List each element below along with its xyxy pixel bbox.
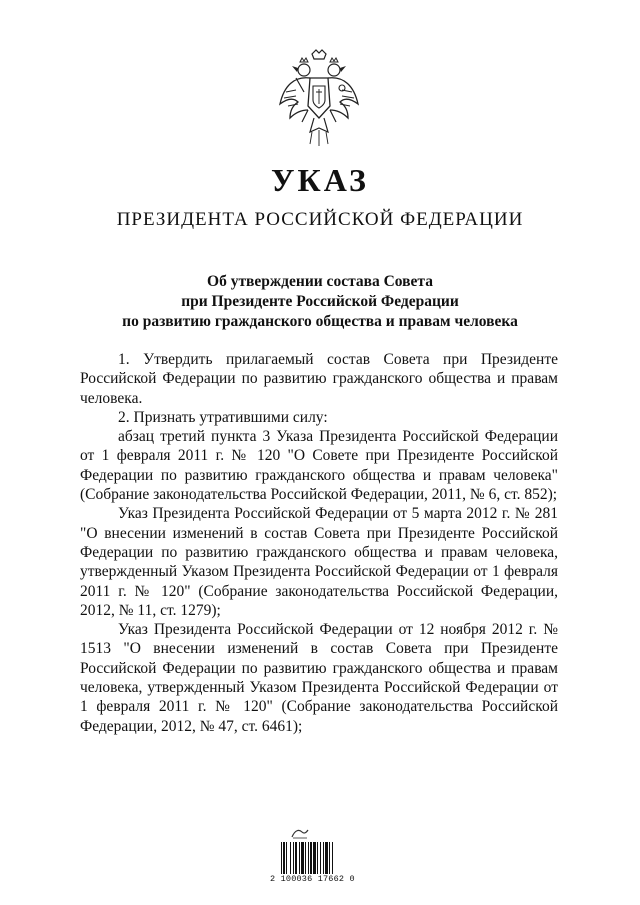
paragraph-item-1: 1. Утвердить прилагаемый состав Совета при Президенте Российской Федерации по развитию гражданского общества и правам человека. bbox=[80, 351, 558, 407]
heading-line: по развитию гражданского общества и правам человека bbox=[122, 313, 518, 330]
barcode-bar bbox=[332, 842, 333, 874]
document-body bbox=[80, 350, 558, 736]
barcode-bar bbox=[313, 842, 316, 874]
heading-line: Об утверждении состава Совета bbox=[207, 273, 433, 290]
barcode-bar bbox=[295, 842, 297, 874]
footer bbox=[262, 826, 362, 886]
document-issuer: ПРЕЗИДЕНТА РОССИЙСКОЙ ФЕДЕРАЦИИ bbox=[116, 209, 524, 230]
paragraph-repealed-281: Указ Президента Российской Федерации от 5 марта 2012 г. № 281 "О внесении изменений в состав Совета при Президенте Российской Федерации по развитию гражданского общества и правам человека, утвержденный Указом Президента Российской Федерации от 1 февраля 2011 г. № 120" (Собрание законодательства Российской Федерации, 2012, № 11, ст. 1279); bbox=[80, 505, 558, 619]
barcode-bar bbox=[308, 842, 309, 874]
barcode-bar bbox=[301, 842, 304, 874]
barcode-bar bbox=[310, 842, 312, 874]
document-type: УКАЗ bbox=[271, 162, 369, 198]
printing-house-mark-icon bbox=[290, 826, 310, 840]
paragraph-repealed-2011: абзац третий пункта 3 Указа Президента Российской Федерации от 1 февраля 2011 г. № 120 "О Совете при Президенте Российской Федерации по развитию гражданского общества и правам человека" (Собрание законодательства Российской Федерации, 2011, № 6, ст. 852); bbox=[80, 428, 558, 504]
barcode-bar bbox=[323, 842, 324, 874]
barcode-bar bbox=[281, 842, 282, 874]
barcode-bar bbox=[299, 842, 300, 874]
heading-line: при Президенте Российской Федерации bbox=[181, 293, 459, 310]
barcode-bar bbox=[290, 842, 291, 874]
barcode-bar bbox=[305, 842, 306, 874]
barcode-bar bbox=[317, 842, 318, 874]
barcode-bar bbox=[325, 842, 328, 874]
state-emblem bbox=[274, 48, 364, 148]
barcode-bar bbox=[293, 842, 294, 874]
paragraph-repealed-1513: Указ Президента Российской Федерации от 12 ноября 2012 г. № 1513 "О внесении изменений в состав Совета при Президенте Российской Федерации по развитию гражданского общества и правам человека, утвержденный Указом Президента Российской Федерации от 1 февраля 2011 г. № 120" (Собрание законодательства Российской Федерации, 2012, № 47, ст. 6461); bbox=[80, 621, 558, 735]
document-heading bbox=[0, 272, 640, 332]
barcode-bar bbox=[320, 842, 321, 874]
paragraph-item-2: 2. Признать утратившими силу: bbox=[118, 408, 328, 426]
double-headed-eagle-icon bbox=[274, 48, 364, 148]
barcode-number: 2 100036 17662 0 bbox=[270, 874, 355, 884]
barcode-bar bbox=[283, 842, 285, 874]
barcode-bar bbox=[329, 842, 330, 874]
barcode bbox=[280, 842, 354, 878]
barcode-bar bbox=[286, 842, 287, 874]
